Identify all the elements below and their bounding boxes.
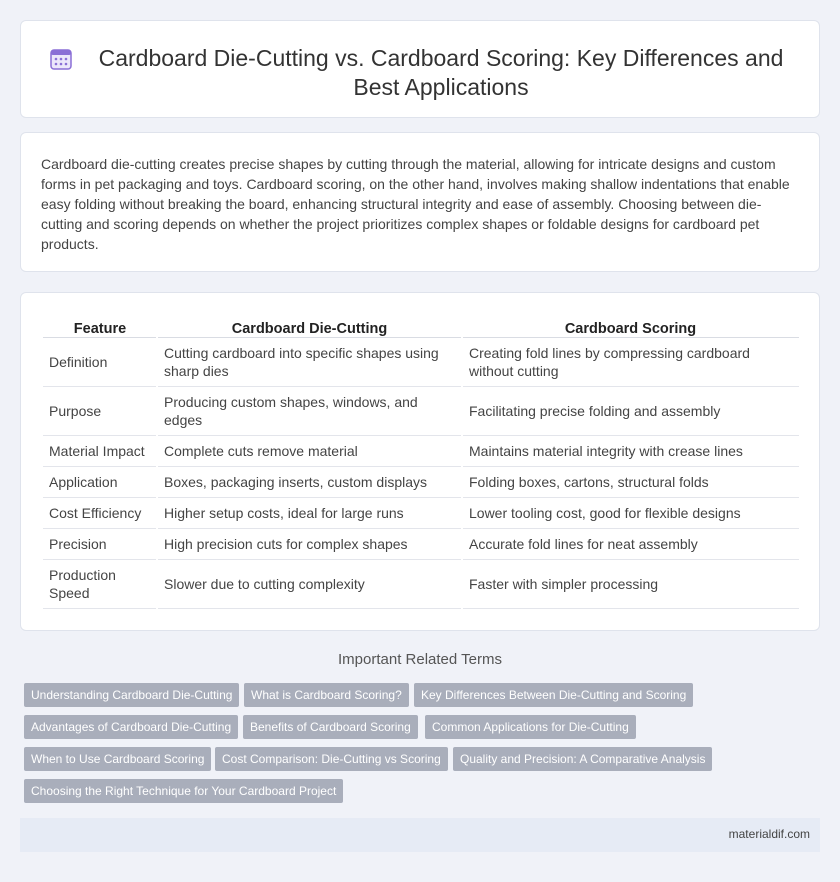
header-die-cutting: Cardboard Die-Cutting [157, 315, 462, 337]
intro-card [20, 132, 820, 272]
table-row [43, 466, 799, 497]
row-feature: Definition [43, 337, 157, 386]
related-terms-heading: Important Related Terms [338, 651, 502, 668]
row-scoring: Facilitating precise folding and assembly [462, 386, 799, 435]
row-feature: Application [43, 466, 157, 497]
related-term-link[interactable]: Cost Comparison: Die-Cutting vs Scoring [215, 747, 448, 771]
table-row [43, 528, 799, 559]
row-die-cutting: Higher setup costs, ideal for large runs [157, 497, 462, 528]
footer [20, 818, 820, 852]
related-term-link[interactable]: Benefits of Cardboard Scoring [243, 715, 418, 739]
page-title: Cardboard Die-Cutting vs. Cardboard Scoring: Key Differences and Best Applications [98, 45, 784, 100]
row-die-cutting: Boxes, packaging inserts, custom displays [157, 466, 462, 497]
related-term-link[interactable]: Understanding Cardboard Die-Cutting [24, 683, 239, 707]
footer-site-name[interactable]: materialdif.com [728, 827, 810, 841]
row-scoring: Folding boxes, cartons, structural folds [462, 466, 799, 497]
header-feature: Feature [43, 315, 157, 337]
row-feature: Precision [43, 528, 157, 559]
calendar-grid-icon [49, 47, 73, 71]
row-die-cutting: Complete cuts remove material [157, 435, 462, 466]
table-row [43, 337, 799, 386]
title-card [20, 20, 820, 118]
related-term-link[interactable]: Quality and Precision: A Comparative Analysis [453, 747, 712, 771]
row-die-cutting: Cutting cardboard into specific shapes using sharp dies [157, 337, 462, 386]
row-feature: Production Speed [43, 559, 157, 608]
related-term-link[interactable]: When to Use Cardboard Scoring [24, 747, 211, 771]
row-die-cutting: Producing custom shapes, windows, and edges [157, 386, 462, 435]
row-feature: Cost Efficiency [43, 497, 157, 528]
header-scoring: Cardboard Scoring [462, 315, 799, 337]
table-row [43, 435, 799, 466]
row-die-cutting: Slower due to cutting complexity [157, 559, 462, 608]
row-die-cutting: High precision cuts for complex shapes [157, 528, 462, 559]
table-row [43, 559, 799, 608]
comparison-table [43, 315, 799, 609]
comparison-card [20, 292, 820, 631]
row-scoring: Creating fold lines by compressing cardboard without cutting [462, 337, 799, 386]
related-term-link[interactable]: Advantages of Cardboard Die-Cutting [24, 715, 238, 739]
table-row [43, 497, 799, 528]
title-wrap [21, 21, 821, 119]
related-term-link[interactable]: Common Applications for Die-Cutting [425, 715, 636, 739]
related-term-link[interactable]: What is Cardboard Scoring? [244, 683, 409, 707]
table-row [43, 386, 799, 435]
row-scoring: Accurate fold lines for neat assembly [462, 528, 799, 559]
row-scoring: Lower tooling cost, good for flexible designs [462, 497, 799, 528]
row-feature: Material Impact [43, 435, 157, 466]
related-term-link[interactable]: Key Differences Between Die-Cutting and Scoring [414, 683, 693, 707]
row-feature: Purpose [43, 386, 157, 435]
table-header-row [43, 315, 799, 337]
intro-paragraph: Cardboard die-cutting creates precise shapes by cutting through the material, allowing for intricate designs and custom forms in pet packaging and toys. Cardboard scoring, on the other hand, involves making shallow indentations that enable easy folding without breaking the board, enhancing structural integrity and ease of assembly. Choosing between die-cutting and scoring depends on whether the project prioritizes complex shapes or foldable designs for cardboard pet products. [41, 156, 790, 252]
related-term-link[interactable]: Choosing the Right Technique for Your Cardboard Project [24, 779, 343, 803]
row-scoring: Maintains material integrity with crease lines [462, 435, 799, 466]
row-scoring: Faster with simpler processing [462, 559, 799, 608]
